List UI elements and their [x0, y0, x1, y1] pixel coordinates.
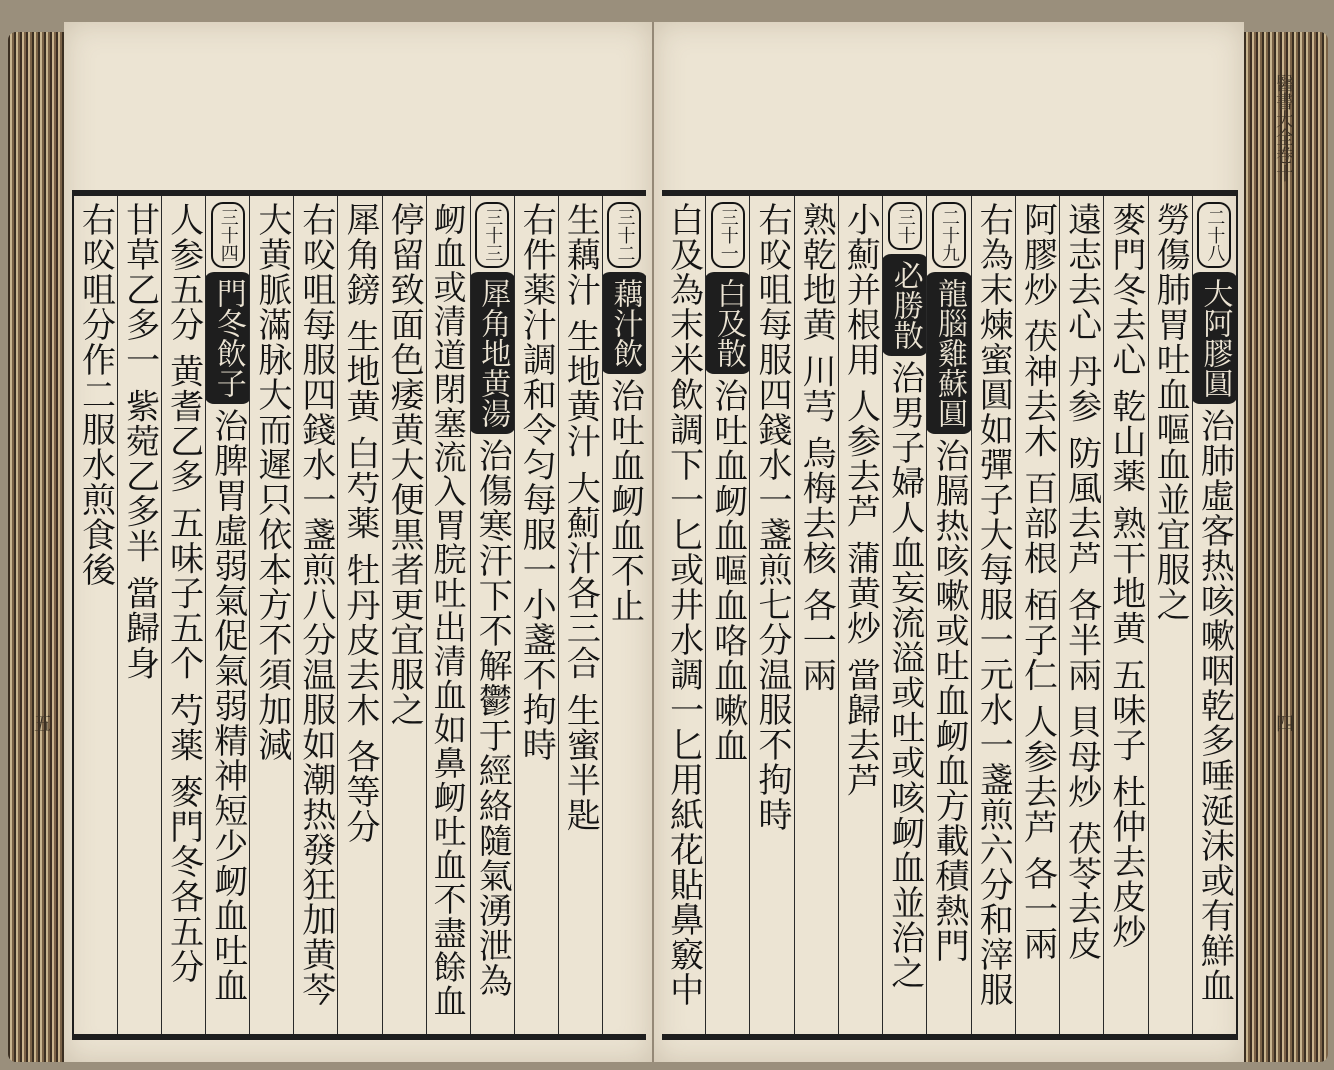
- right-column: [1059, 196, 1103, 1034]
- right-column: [838, 196, 882, 1034]
- prescription-number: 二十八: [1197, 202, 1231, 268]
- prescription-title: 必勝散: [882, 254, 926, 356]
- prescription-number: 二十九: [932, 202, 966, 268]
- spine-folio-left: 五: [31, 714, 52, 732]
- prescription-title: 藕汁飲: [602, 272, 646, 374]
- left-text-frame: [72, 190, 646, 1040]
- prescription-number: 三十三: [475, 202, 509, 268]
- right-column: [1192, 196, 1236, 1034]
- column-text: 白及為末米飲調下一匕或井水調一匕用紙花貼鼻竅中: [663, 202, 704, 1007]
- right-column: [1103, 196, 1147, 1034]
- column-text: 右為末煉蜜圓如彈子大每服一元水一盞煎六分和滓服: [973, 202, 1014, 1007]
- left-page: [64, 22, 652, 1062]
- open-book: [8, 14, 1328, 1060]
- right-column: [1148, 196, 1192, 1034]
- column-text: 勞傷肺胃吐血嘔血並宜服之: [1150, 202, 1191, 622]
- right-text-frame: [662, 190, 1238, 1040]
- column-text: 阿膠炒 茯神去木 百部根 栢子仁 人参去芦 各一兩: [1017, 202, 1058, 962]
- right-column: [662, 196, 705, 1034]
- column-text: 治男子婦人血妄流溢或吐或咳衂血並治之: [884, 360, 925, 990]
- column-text: 大黄脈滿脉大而遲只依本方不須加減: [251, 202, 292, 762]
- prescription-title: 大阿膠圓: [1192, 272, 1236, 404]
- column-text: 治吐血衂血不止: [604, 378, 645, 623]
- prescription-title: 犀角地黄湯: [470, 272, 514, 434]
- column-text: 停留致面色痿黄大便黒者更宜服之: [384, 202, 425, 727]
- prescription-number: 三十: [888, 202, 922, 250]
- left-column: [74, 196, 117, 1034]
- left-column: [470, 196, 514, 1034]
- left-column: [117, 196, 161, 1034]
- column-text: 治傷寒汗下不解鬱于經絡隨氣湧泄為: [472, 438, 513, 998]
- left-column: [337, 196, 381, 1034]
- column-text: 右㕮咀每服四錢水一盞煎八分温服如潮热發狂加黄芩: [295, 202, 336, 1007]
- prescription-title: 門冬飲子: [205, 272, 249, 404]
- right-page: [654, 22, 1244, 1062]
- column-text: 生藕汁 生地黄汁 大薊汁各三合 生蜜半匙: [560, 202, 601, 833]
- left-column: [161, 196, 205, 1034]
- prescription-number: 三十二: [607, 202, 641, 268]
- prescription-number: 三十一: [711, 202, 745, 268]
- column-text: 犀角鎊 生地黄 白芍薬 牡丹皮去木 各等分: [339, 202, 380, 845]
- column-text: 治肺虛客热咳嗽咽乾多唾涎沫或有鮮血: [1194, 408, 1235, 1003]
- left-column: [205, 196, 249, 1034]
- spine-title: 醫書大全卷十: [1273, 74, 1294, 182]
- right-column: [926, 196, 970, 1034]
- right-page-edges: [1238, 32, 1328, 1062]
- column-text: 右㕮咀每服四錢水一盞煎七分温服不拘時: [752, 202, 793, 832]
- column-text: 甘草乙多一 紫菀乙多半 當歸身: [119, 202, 160, 681]
- left-column: [382, 196, 426, 1034]
- column-text: 小薊并根用 人参去芦 蒲黄炒 當歸去芦: [840, 202, 881, 798]
- column-text: 治吐血衂血嘔血咯血嗽血: [707, 378, 748, 763]
- left-column: [249, 196, 293, 1034]
- column-text: 治脾胃虛弱氣促氣弱精神短少衂血吐血: [207, 408, 248, 1003]
- left-page-edges: [8, 32, 66, 1062]
- right-column: [705, 196, 749, 1034]
- spine-folio-right: 四: [1273, 714, 1294, 732]
- column-text: 治膈热咳嗽或吐血衂血方載積熱門: [928, 438, 969, 963]
- right-column: [749, 196, 793, 1034]
- right-column: [1015, 196, 1059, 1034]
- column-text: 人参五分 黄耆乙多 五味子五个 芍薬 麥門冬各五分: [163, 202, 204, 985]
- column-text: 衂血或清道閉塞流入胃脘吐出清血如鼻衂吐血不盡餘血: [428, 202, 468, 1018]
- column-text: 熟乾地黄 川芎 烏梅去核 各一兩: [796, 202, 837, 693]
- right-column: [794, 196, 838, 1034]
- left-column: [602, 196, 646, 1034]
- column-text: 遠志去心 丹参 防風去芦 各半兩 貝母炒 茯苓去皮: [1061, 202, 1102, 962]
- prescription-number: 三十四: [211, 202, 245, 268]
- left-column: [558, 196, 602, 1034]
- right-column: [971, 196, 1015, 1034]
- right-column: [882, 196, 926, 1034]
- column-text: 右㕮咀分作二服水煎食後: [75, 202, 116, 587]
- column-text: 右件薬汁調和令匀每服一小盞不拘時: [516, 202, 557, 762]
- column-text: 麥門冬去心 乾山薬 熟干地黄 五味子 杜仲去皮炒: [1105, 202, 1146, 950]
- prescription-title: 白及散: [705, 272, 749, 374]
- left-column: [514, 196, 558, 1034]
- prescription-title: 龍腦雞蘇圓: [926, 272, 970, 434]
- left-column: [426, 196, 470, 1034]
- left-column: [293, 196, 337, 1034]
